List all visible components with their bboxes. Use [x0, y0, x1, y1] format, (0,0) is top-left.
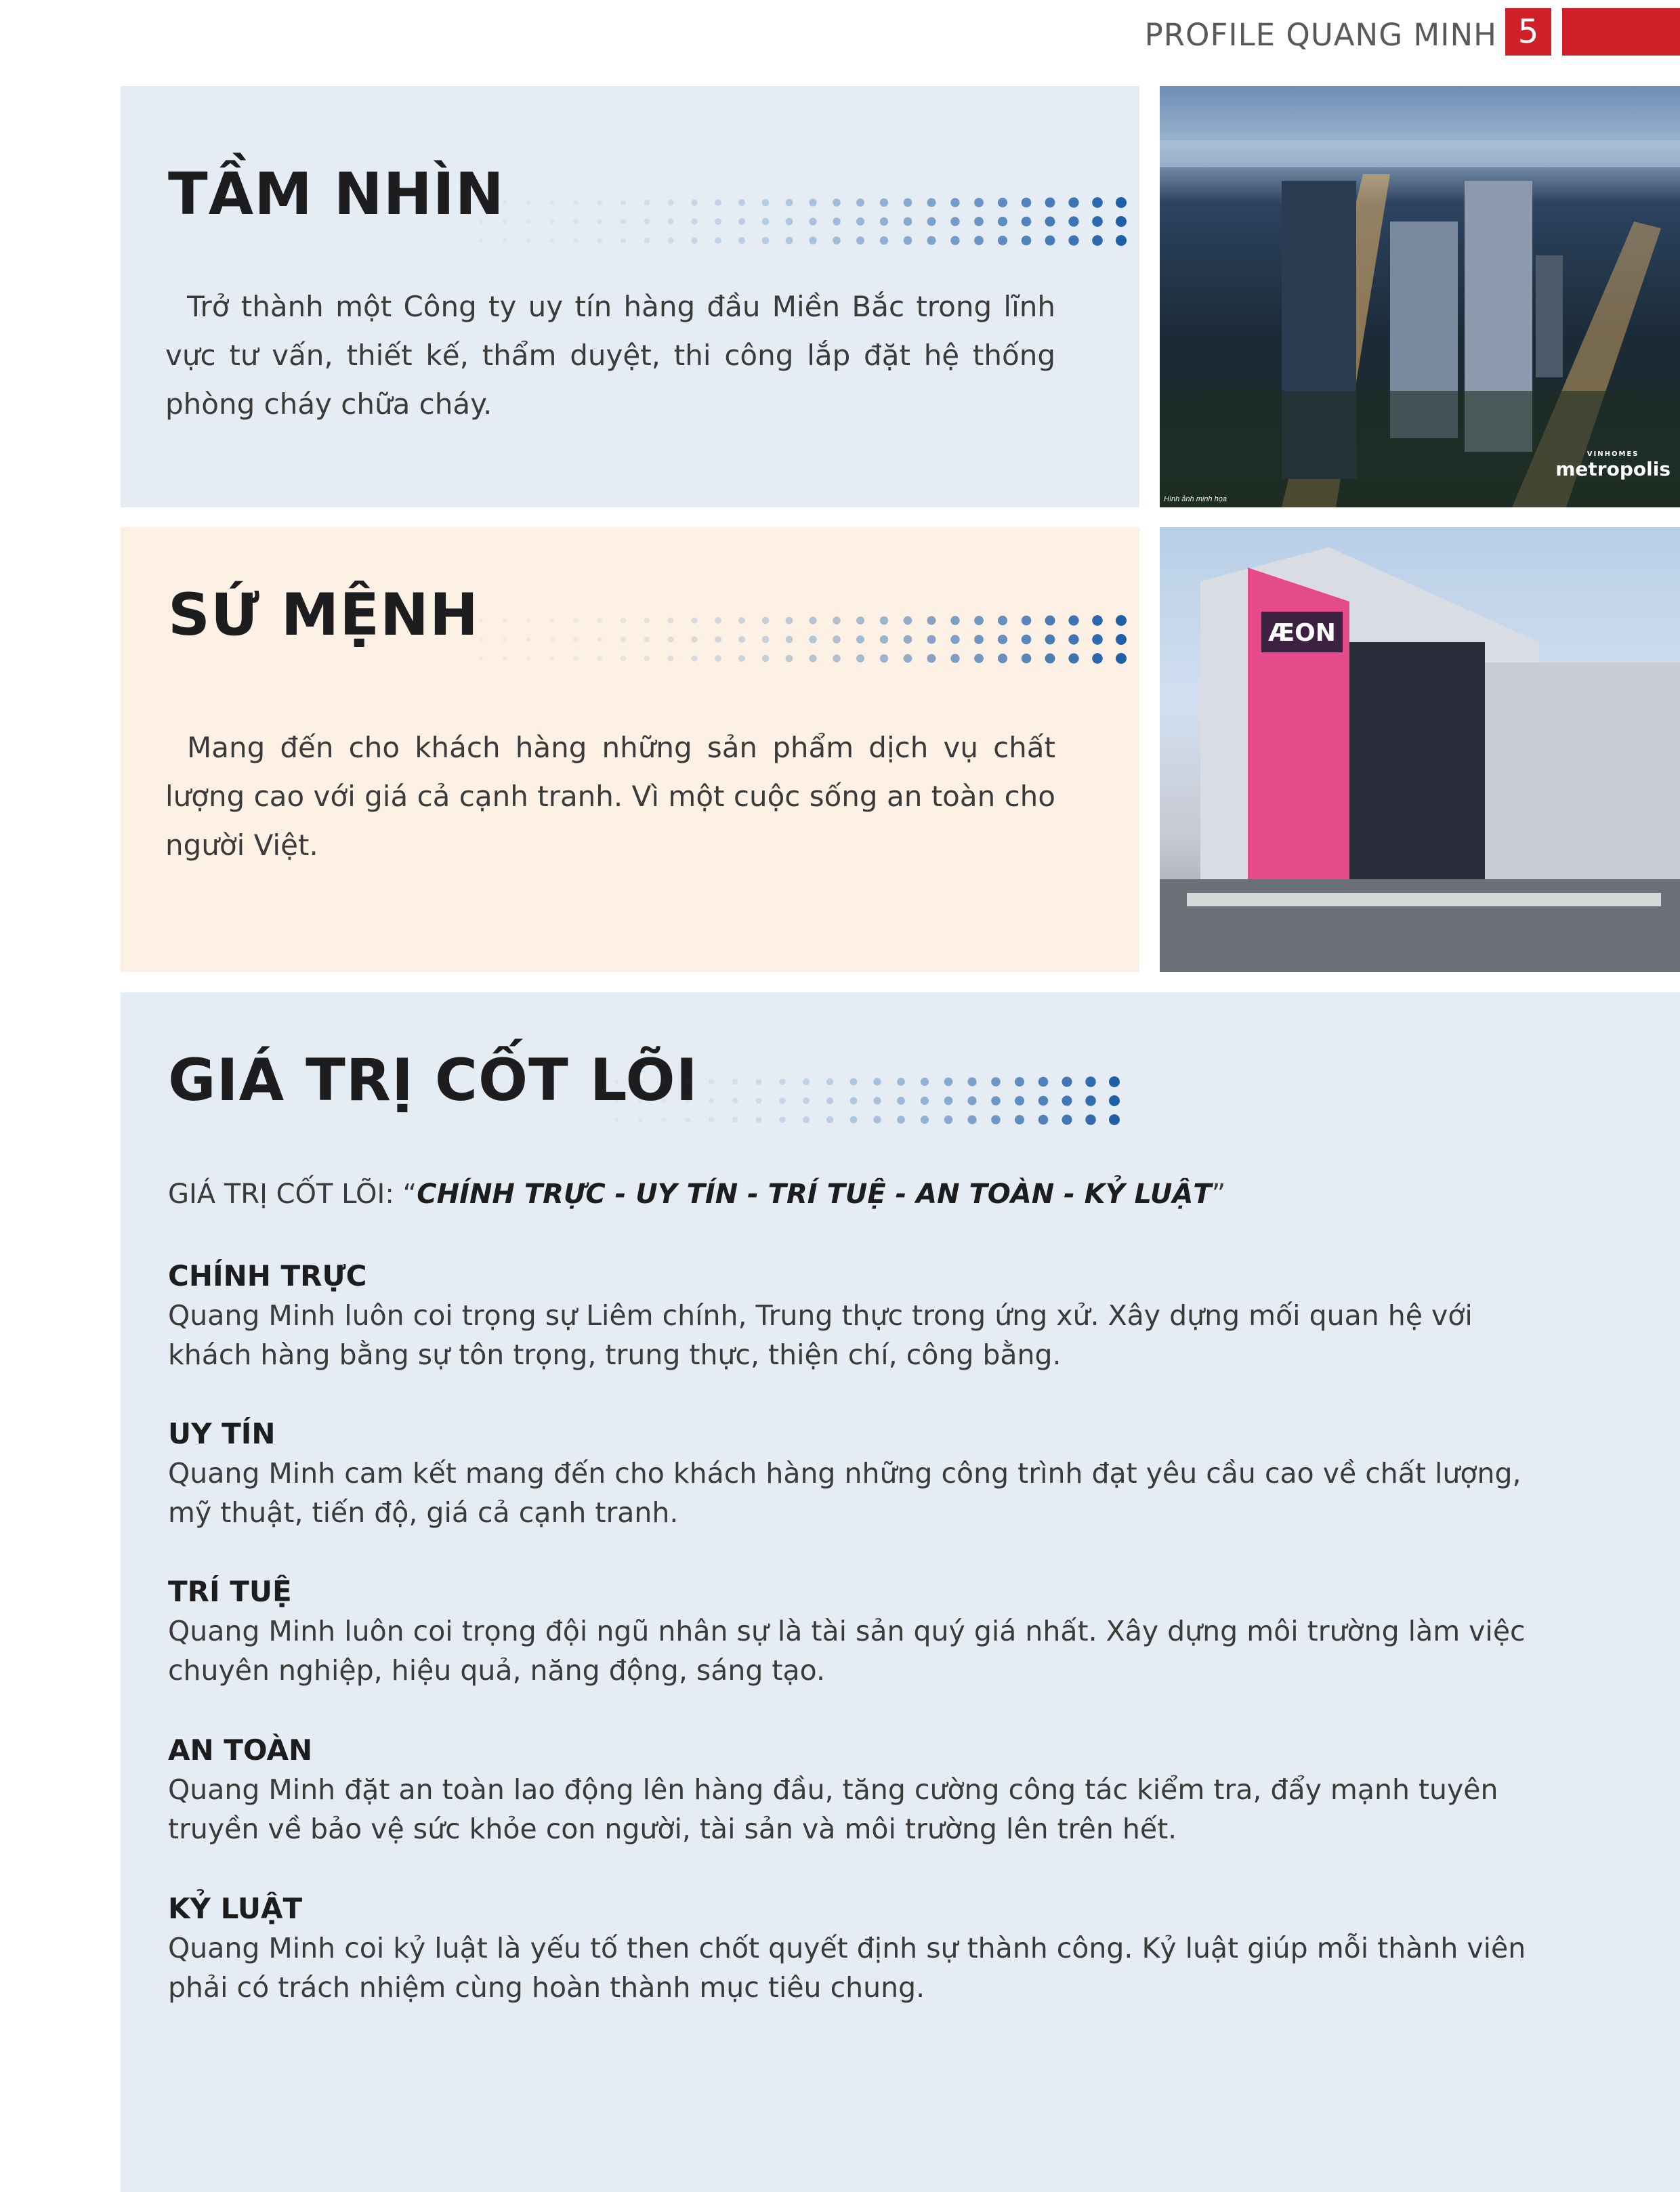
decorative-dot — [1015, 1096, 1024, 1105]
decorative-dot — [549, 637, 554, 641]
decorative-dot — [873, 1097, 881, 1104]
decorative-dot — [662, 1099, 667, 1103]
decorative-dot — [786, 199, 793, 207]
decorative-dot — [1045, 635, 1055, 645]
decorative-dot — [950, 198, 959, 207]
decorative-dot — [809, 635, 816, 643]
photo-caption: Hình ảnh minh họa — [1164, 495, 1227, 503]
decorative-dot — [833, 198, 841, 207]
decorative-dot — [668, 238, 674, 244]
decorative-dot — [573, 200, 578, 205]
decorative-dot — [833, 654, 841, 662]
decorative-dot — [621, 219, 626, 224]
decorative-dot — [833, 635, 841, 644]
decorative-dot — [762, 655, 769, 662]
decorative-dot — [549, 618, 554, 623]
decorative-dot — [927, 236, 936, 245]
decorative-dot — [786, 655, 793, 662]
decorative-dot — [662, 1080, 667, 1084]
decorative-dot — [1109, 1076, 1120, 1087]
decorative-dot — [668, 656, 674, 662]
decorative-dot — [503, 201, 507, 205]
decorative-dot — [850, 1116, 858, 1124]
decorative-dot — [1092, 634, 1103, 645]
decorative-dot — [1116, 615, 1127, 626]
decorative-dot — [715, 636, 721, 643]
decorative-dot — [904, 616, 912, 625]
decorative-dot — [715, 199, 721, 206]
decorative-dot — [1038, 1096, 1049, 1106]
decorative-dot — [927, 217, 936, 226]
decorative-dot — [786, 636, 793, 644]
decorative-dot — [738, 237, 745, 244]
decorative-dot — [856, 236, 864, 245]
decorative-dot — [944, 1097, 953, 1105]
decorative-dot — [974, 635, 984, 644]
decorative-dot — [549, 219, 554, 224]
decorative-dot — [526, 637, 531, 642]
decorative-dot — [709, 1117, 714, 1122]
decorative-dot — [950, 236, 959, 245]
decorative-dot — [668, 618, 674, 624]
decorative-dot — [856, 217, 864, 226]
decorative-dot — [944, 1116, 953, 1124]
decorative-dot — [1116, 197, 1127, 208]
decorative-dot — [503, 656, 507, 660]
decorative-dot — [904, 198, 912, 207]
core-value-title: TRÍ TUỆ — [168, 1575, 292, 1608]
decorative-dot — [715, 237, 721, 244]
decorative-dot — [1092, 235, 1103, 246]
decorative-dot — [991, 1096, 1001, 1105]
decorative-dot — [1109, 1114, 1120, 1125]
decorative-dot — [1045, 198, 1055, 208]
decorative-dot — [779, 1078, 785, 1084]
decorative-dot — [974, 217, 984, 226]
decorative-dot — [873, 1116, 881, 1123]
decorative-dot — [621, 238, 626, 243]
decorative-dot — [597, 200, 602, 205]
decorative-dot — [638, 1080, 642, 1084]
decorative-dot — [621, 618, 626, 623]
decorative-dot — [503, 618, 507, 623]
decorative-dot — [803, 1078, 810, 1085]
decorative-dot — [644, 618, 650, 624]
decorative-dot — [1015, 1077, 1024, 1087]
aeon-mall-photo — [1160, 527, 1680, 972]
header-accent-bar — [1562, 8, 1680, 56]
decorative-dot — [479, 201, 483, 205]
decorative-dot — [1068, 235, 1078, 245]
decorative-dot — [998, 236, 1007, 245]
decorative-dot — [921, 1116, 929, 1124]
decorative-dot — [597, 656, 602, 661]
decorative-dot — [998, 635, 1007, 644]
decorative-dot — [880, 217, 888, 226]
decorative-dot — [904, 635, 912, 644]
city-skyline-graphic — [1160, 86, 1680, 507]
core-intro: GIÁ TRỊ CỐT LÕI: “CHÍNH TRỰC - UY TÍN - TRÍ TUỆ - AN TOÀN - KỶ LUẬT” — [168, 1179, 1226, 1210]
decorative-dot — [1038, 1077, 1049, 1087]
mission-text: Mang đến cho khách hàng những sản phẩm dịch vụ chất lượng cao với giá cả cạnh tranh. Vì một cuộc sống an toàn cho người Việt. — [165, 731, 1055, 862]
decorative-dot — [786, 237, 793, 245]
decorative-dot — [950, 654, 959, 662]
decorative-dot — [715, 218, 721, 225]
decorative-dot — [1068, 653, 1078, 663]
decorative-dot — [786, 617, 793, 625]
decorative-dot — [809, 236, 816, 244]
vision-panel — [121, 86, 1139, 507]
decorative-dot — [974, 198, 984, 207]
decorative-dot — [691, 636, 697, 642]
decorative-dot — [756, 1117, 762, 1123]
decorative-dot — [479, 618, 483, 623]
decorative-dot — [1022, 217, 1032, 227]
core-value-text: Quang Minh luôn coi trọng đội ngũ nhân sự là tài sản quý giá nhất. Xây dựng môi trường làm việc chuyên nghiệp, hiệu quả, năng động, sáng tạo. — [168, 1615, 1526, 1687]
decorative-dot — [904, 654, 912, 663]
decorative-dot — [880, 198, 888, 207]
decorative-dot — [573, 238, 578, 243]
decorative-dot — [803, 1116, 810, 1123]
decorative-dot — [762, 237, 769, 244]
decorative-dot — [1068, 216, 1078, 226]
decorative-dot — [1116, 653, 1127, 664]
decorative-dot — [856, 654, 864, 662]
decorative-dot — [809, 616, 816, 624]
decorative-dot — [1085, 1076, 1096, 1087]
decorative-dot — [732, 1098, 738, 1103]
aeon-sign: ÆON — [1268, 619, 1336, 647]
decorative-dot — [1022, 198, 1032, 208]
decorative-dot — [1022, 635, 1032, 645]
decorative-dot — [1062, 1076, 1072, 1087]
decorative-dot — [809, 198, 816, 206]
decorative-dot — [644, 219, 650, 225]
decorative-dot — [1068, 634, 1078, 644]
core-dots-decoration — [608, 1074, 1137, 1128]
decorative-dot — [685, 1117, 690, 1122]
decorative-dot — [549, 200, 554, 205]
decorative-dot — [850, 1078, 858, 1086]
decorative-dot — [1045, 236, 1055, 246]
decorative-dot — [927, 616, 936, 625]
decorative-dot — [1022, 616, 1032, 626]
decorative-dot — [732, 1117, 738, 1122]
decorative-dot — [1022, 654, 1032, 664]
vision-text: Trở thành một Công ty uy tín hàng đầu Miền Bắc trong lĩnh vực tư vấn, thiết kế, thẩm duyệt, thi công lắp đặt hệ thống phòng cháy chữa cháy. — [165, 290, 1055, 421]
decorative-dot — [991, 1077, 1001, 1087]
decorative-dot — [904, 217, 912, 226]
decorative-dot — [621, 637, 626, 642]
decorative-dot — [662, 1118, 667, 1122]
decorative-dot — [944, 1078, 953, 1087]
decorative-dot — [826, 1078, 833, 1085]
decorative-dot — [897, 1097, 905, 1105]
metropolis-logo: VINHOMES metropolis — [1555, 450, 1671, 480]
decorative-dot — [1085, 1114, 1096, 1125]
decorative-dot — [1116, 634, 1127, 645]
decorative-dot — [1045, 616, 1055, 626]
decorative-dot — [479, 238, 483, 243]
decorative-dot — [738, 617, 745, 624]
decorative-dot — [597, 637, 602, 642]
decorative-dot — [904, 236, 912, 245]
decorative-dot — [974, 616, 984, 625]
decorative-dot — [668, 637, 674, 643]
decorative-dot — [526, 656, 531, 661]
decorative-dot — [503, 219, 507, 224]
decorative-dot — [644, 637, 650, 643]
decorative-dot — [614, 1080, 618, 1084]
decorative-dot — [1085, 1095, 1096, 1106]
decorative-dot — [880, 654, 888, 662]
decorative-dot — [573, 219, 578, 224]
decorative-dot — [856, 616, 864, 625]
decorative-dot — [738, 655, 745, 662]
decorative-dot — [967, 1096, 976, 1105]
decorative-dot — [897, 1116, 905, 1124]
decorative-dot — [826, 1097, 833, 1104]
decorative-dot — [597, 238, 602, 243]
mission-panel — [121, 527, 1139, 972]
decorative-dot — [614, 1099, 618, 1103]
decorative-dot — [738, 218, 745, 225]
decorative-dot — [691, 199, 697, 205]
decorative-dot — [826, 1116, 833, 1123]
decorative-dot — [809, 654, 816, 662]
decorative-dot — [479, 637, 483, 641]
decorative-dot — [638, 1118, 642, 1122]
decorative-dot — [715, 655, 721, 662]
decorative-dot — [998, 654, 1007, 663]
decorative-dot — [809, 217, 816, 225]
core-value-item — [168, 1572, 1543, 1690]
decorative-dot — [786, 218, 793, 226]
decorative-dot — [967, 1115, 976, 1124]
decorative-dot — [779, 1097, 785, 1103]
decorative-dot — [880, 635, 888, 644]
decorative-dot — [709, 1098, 714, 1103]
decorative-dot — [1092, 653, 1103, 664]
decorative-dot — [779, 1116, 785, 1122]
core-value-text: Quang Minh cam kết mang đến cho khách hàng những công trình đạt yêu cầu cao về chất lượng, mỹ thuật, tiến độ, giá cả cạnh tranh. — [168, 1457, 1521, 1529]
decorative-dot — [549, 238, 554, 243]
vinhomes-metropolis-photo — [1160, 86, 1680, 507]
decorative-dot — [1038, 1115, 1049, 1125]
decorative-dot — [897, 1078, 905, 1086]
mission-dots-decoration — [473, 612, 1137, 667]
decorative-dot — [1116, 216, 1127, 227]
decorative-dot — [503, 238, 507, 243]
decorative-dot — [597, 219, 602, 224]
decorative-dot — [927, 198, 936, 207]
decorative-dot — [927, 635, 936, 644]
core-value-item — [168, 1414, 1543, 1532]
decorative-dot — [644, 238, 650, 244]
decorative-dot — [974, 236, 984, 245]
decorative-dot — [1092, 197, 1103, 208]
decorative-dot — [873, 1078, 881, 1085]
decorative-dot — [880, 616, 888, 625]
decorative-dot — [998, 198, 1007, 207]
aeon-building-graphic — [1160, 527, 1680, 972]
decorative-dot — [833, 217, 841, 226]
decorative-dot — [921, 1078, 929, 1086]
decorative-dot — [503, 637, 507, 641]
decorative-dot — [738, 636, 745, 643]
decorative-dot — [621, 656, 626, 661]
decorative-dot — [927, 654, 936, 662]
decorative-dot — [668, 200, 674, 206]
decorative-dot — [1116, 235, 1127, 246]
decorative-dot — [762, 218, 769, 225]
page-number: 5 — [1505, 8, 1551, 56]
decorative-dot — [526, 219, 531, 224]
decorative-dot — [1022, 236, 1032, 246]
decorative-dot — [614, 1118, 618, 1122]
core-value-text: Quang Minh coi kỷ luật là yếu tố then chốt quyết định sự thành công. Kỷ luật giúp mỗi thành viên phải có trách nhiệm cùng hoàn thành mục tiêu chung. — [168, 1932, 1526, 2004]
decorative-dot — [691, 617, 697, 623]
decorative-dot — [756, 1098, 762, 1104]
decorative-dot — [691, 237, 697, 243]
decorative-dot — [880, 236, 888, 245]
decorative-dot — [732, 1079, 738, 1084]
decorative-dot — [668, 219, 674, 225]
decorative-dot — [573, 637, 578, 641]
decorative-dot — [1092, 615, 1103, 626]
core-value-text: Quang Minh đặt an toàn lao động lên hàng đầu, tăng cường công tác kiểm tra, đẩy mạnh tuyên truyền về bảo vệ sức khỏe con người, tài sản và môi trường lên trên hết. — [168, 1773, 1498, 1845]
decorative-dot — [1045, 654, 1055, 664]
decorative-dot — [573, 618, 578, 623]
core-value-title: CHÍNH TRỰC — [168, 1259, 367, 1292]
decorative-dot — [762, 199, 769, 206]
decorative-dot — [1045, 217, 1055, 227]
decorative-dot — [967, 1077, 976, 1086]
decorative-dot — [950, 616, 959, 625]
core-value-item — [168, 1257, 1543, 1374]
decorative-dot — [738, 199, 745, 206]
decorative-dot — [685, 1079, 690, 1084]
decorative-dot — [644, 200, 650, 206]
decorative-dot — [549, 656, 554, 660]
decorative-dot — [597, 618, 602, 623]
core-value-title: AN TOÀN — [168, 1733, 313, 1767]
decorative-dot — [479, 656, 483, 660]
decorative-dot — [691, 655, 697, 661]
decorative-dot — [950, 635, 959, 644]
decorative-dot — [644, 656, 650, 662]
decorative-dot — [1068, 197, 1078, 207]
decorative-dot — [998, 616, 1007, 625]
decorative-dot — [756, 1079, 762, 1085]
decorative-dot — [638, 1099, 642, 1103]
core-value-text: Quang Minh luôn coi trọng sự Liêm chính, Trung thực trong ứng xử. Xây dựng mối quan hệ với khách hàng bằng sự tôn trọng, trung thực, thiện chí, công bằng. — [168, 1299, 1473, 1371]
decorative-dot — [1109, 1095, 1120, 1106]
decorative-dot — [526, 238, 531, 243]
decorative-dot — [621, 200, 626, 205]
decorative-dot — [526, 201, 531, 205]
core-values-panel — [121, 992, 1680, 2192]
decorative-dot — [573, 656, 578, 660]
decorative-dot — [685, 1098, 690, 1103]
decorative-dot — [921, 1097, 929, 1105]
vision-heading: TẦM NHÌN — [168, 161, 505, 228]
decorative-dot — [1015, 1115, 1024, 1124]
decorative-dot — [833, 236, 841, 245]
decorative-dot — [998, 217, 1007, 226]
mission-heading: SỨ MỆNH — [168, 581, 480, 649]
decorative-dot — [856, 635, 864, 644]
decorative-dot — [833, 616, 841, 625]
core-value-item — [168, 1889, 1543, 2007]
decorative-dot — [850, 1097, 858, 1105]
decorative-dot — [1092, 216, 1103, 227]
decorative-dot — [1062, 1095, 1072, 1105]
decorative-dot — [715, 617, 721, 624]
vision-dots-decoration — [473, 194, 1137, 249]
core-value-title: UY TÍN — [168, 1417, 276, 1450]
decorative-dot — [762, 617, 769, 624]
decorative-dot — [762, 636, 769, 643]
decorative-dot — [974, 654, 984, 663]
decorative-dot — [991, 1115, 1001, 1124]
decorative-dot — [1062, 1114, 1072, 1124]
decorative-dot — [526, 618, 531, 623]
decorative-dot — [803, 1097, 810, 1104]
decorative-dot — [709, 1079, 714, 1084]
core-value-item — [168, 1731, 1543, 1849]
decorative-dot — [479, 219, 483, 224]
decorative-dot — [950, 217, 959, 226]
decorative-dot — [691, 218, 697, 224]
core-value-title: KỶ LUẬT — [168, 1892, 303, 1925]
decorative-dot — [856, 198, 864, 207]
decorative-dot — [1068, 615, 1078, 625]
header-title: PROFILE QUANG MINH — [1144, 17, 1497, 53]
core-heading: GIÁ TRỊ CỐT LÕI — [168, 1047, 698, 1114]
